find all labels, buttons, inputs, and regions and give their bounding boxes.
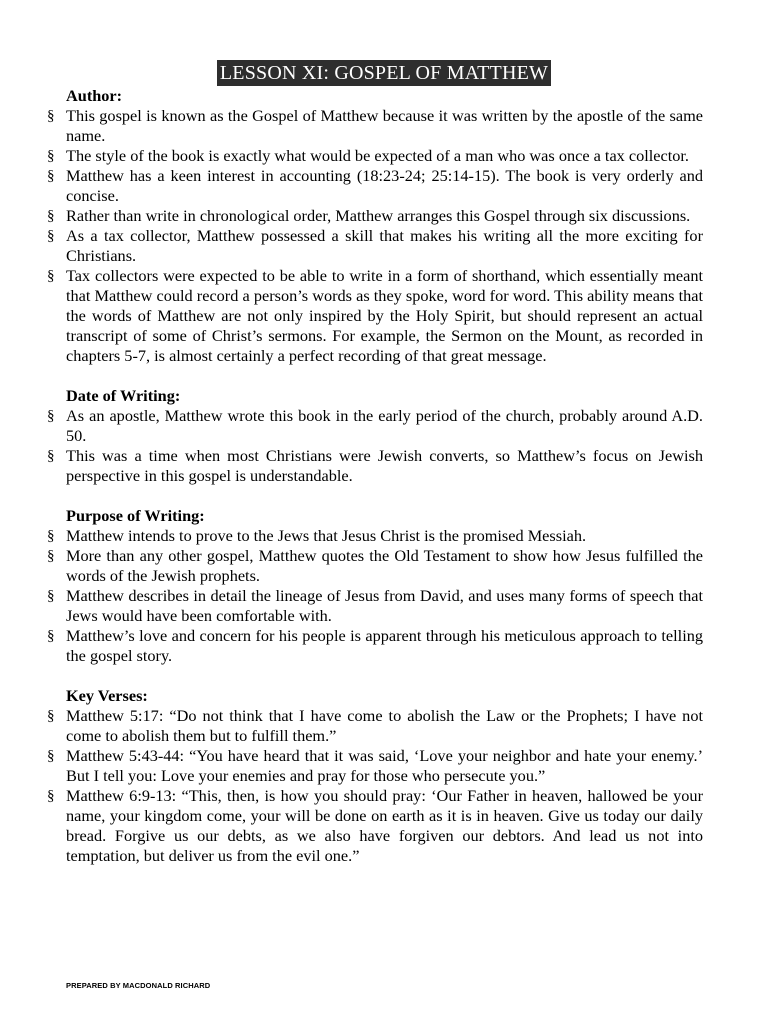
list-item-text: Matthew intends to prove to the Jews that Jesus Christ is the promised Messiah. [66,526,587,545]
section-sign-bullet-icon: § [47,208,55,224]
list-item-text: More than any other gospel, Matthew quotes the Old Testament to show how Jesus fulfilled the words of the Jewish prophets. [66,546,703,585]
list-item [44,206,703,226]
section-sign-bullet-icon: § [47,708,55,724]
bullet-list [44,106,703,366]
section-heading: Author: [66,86,123,105]
list-item [44,106,703,146]
list-item-text: As a tax collector, Matthew possessed a skill that makes his writing all the more exciting for Christians. [66,226,703,265]
section-sign-bullet-icon: § [47,168,55,184]
section-sign-bullet-icon: § [47,628,55,644]
section [44,506,703,666]
section-sign-bullet-icon: § [47,528,55,544]
section [44,686,703,866]
section-sign-bullet-icon: § [47,788,55,804]
list-item [44,746,703,786]
list-item [44,706,703,746]
section-sign-bullet-icon: § [47,448,55,464]
list-item-text: Tax collectors were expected to be able to write in a form of shorthand, which essentially meant that Matthew could record a person’s words as they spoke, word for word. This ability means that the words of Matthew are not only inspired by the Holy Spirit, but should represent an actual transcript of some of Christ’s sermons. For example, the Sermon on the Mount, as recorded in chapters 5-7, is almost certainly a perfect recording of that great message. [66,266,703,365]
document-body [44,86,703,866]
list-item [44,526,703,546]
list-item-text: Matthew describes in detail the lineage of Jesus from David, and uses many forms of speech that Jews would have been comfortable with. [66,586,703,625]
bullet-list [44,706,703,866]
list-item-text: As an apostle, Matthew wrote this book in the early period of the church, probably around A.D. 50. [66,406,703,445]
title-container [0,60,768,86]
section-sign-bullet-icon: § [47,408,55,424]
list-item [44,626,703,666]
section-sign-bullet-icon: § [47,108,55,124]
footer-credit: PREPARED BY MACDONALD RICHARD [66,981,211,990]
list-item [44,226,703,266]
list-item-text: Matthew 6:9-13: “This, then, is how you should pray: ‘Our Father in heaven, hallowed be your name, your kingdom come, your will be done on earth as it is in heaven. Give us today our daily bread. Forgive us our debts, as we also have forgiven our debtors. And lead us not into temptation, but deliver us from the evil one.” [66,786,703,865]
list-item-text: Matthew has a keen interest in accounting (18:23-24; 25:14-15). The book is very orderly and concise. [66,166,703,205]
section [44,86,703,366]
list-item-text: The style of the book is exactly what would be expected of a man who was once a tax collector. [66,146,690,165]
section-sign-bullet-icon: § [47,548,55,564]
list-item [44,446,703,486]
list-item-text: Matthew 5:43-44: “You have heard that it was said, ‘Love your neighbor and hate your enemy.’ But I tell you: Love your enemies and pray for those who persecute you.” [66,746,703,785]
list-item-text: This was a time when most Christians were Jewish converts, so Matthew’s focus on Jewish perspective in this gospel is understandable. [66,446,703,485]
list-item [44,586,703,626]
list-item [44,786,703,866]
list-item [44,146,703,166]
list-item-text: Matthew 5:17: “Do not think that I have come to abolish the Law or the Prophets; I have not come to abolish them but to fulfill them.” [66,706,703,745]
section-heading: Date of Writing: [66,386,181,405]
list-item-text: This gospel is known as the Gospel of Matthew because it was written by the apostle of the same name. [66,106,703,145]
list-item [44,546,703,586]
bullet-list [44,406,703,486]
section-sign-bullet-icon: § [47,228,55,244]
section-sign-bullet-icon: § [47,268,55,284]
list-item [44,266,703,366]
section-sign-bullet-icon: § [47,748,55,764]
section-heading: Purpose of Writing: [66,506,205,525]
section-gap [44,366,703,386]
section-gap [44,666,703,686]
list-item-text: Matthew’s love and concern for his people is apparent through his meticulous approach to telling the gospel story. [66,626,703,665]
section-gap [44,486,703,506]
page-title: LESSON XI: GOSPEL OF MATTHEW [217,60,551,86]
section [44,386,703,486]
list-item-text: Rather than write in chronological order, Matthew arranges this Gospel through six discussions. [66,206,691,225]
list-item [44,406,703,446]
list-item [44,166,703,206]
section-heading: Key Verses: [66,686,148,705]
section-sign-bullet-icon: § [47,588,55,604]
section-sign-bullet-icon: § [47,148,55,164]
bullet-list [44,526,703,666]
